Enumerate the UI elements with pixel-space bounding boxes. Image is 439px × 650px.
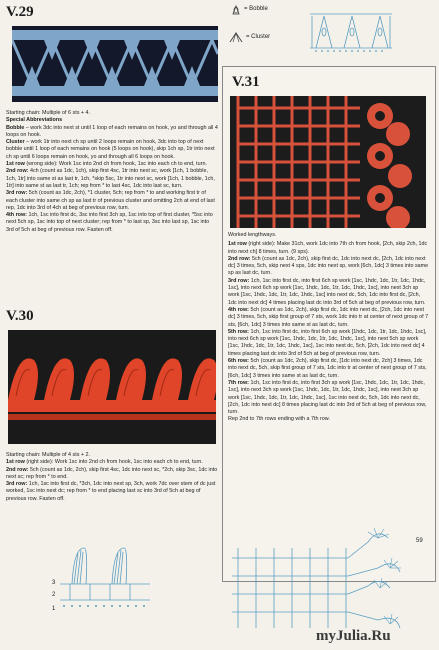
v29-row-2: 2nd row: 4ch (count as 1dc, 1ch), skip first 4sc, 1tr into next sc, work [1ch, 1 bobble, 1ch, 1tr] into same st as last tr, 1ch, *skip 5sc, 1tr into next sc, work [1ch, 1 bobble, 1ch, 1tr] into same st as last tr, 1ch; rep from * to last 4sc, 1dc into last sc, turn. bbox=[6, 168, 215, 189]
cluster-legend: = Cluster bbox=[246, 34, 271, 40]
v31-row-6: 6th row: 5ch (count as 1dc, 2ch), skip first dc, [1dc into next dc, 2ch] 3 times, 1dc into next dc, 5ch, skip first group of 7 sts, 1dc into tr at center of next group of 7 sts, [6ch, 1dc] 3 times into same st as last dc, turn. bbox=[228, 358, 427, 379]
v31-swatch-image bbox=[230, 96, 426, 228]
v30-chart-row2-label: 2 bbox=[52, 592, 56, 598]
v29-cluster-def: Cluster – work 1tr into next ch sp until 2 loops remain on hook, 3dc into top of next bobble until 1 loop of each remains on hook (5 loops on hook), skip 1ch sp, 1tr into next ch sp until 6 loops remain on hook, yo and through all 6 loops on hook. bbox=[6, 139, 215, 160]
v30-starting-chain: Starting chain: Multiple of 4 sts + 2. bbox=[6, 452, 91, 458]
v29-stitch-chart bbox=[306, 6, 396, 56]
v30-swatch-image bbox=[8, 330, 216, 444]
v29-row-1: 1st row (wrong side): Work 1sc into 2nd ch from hook, 1sc into each ch to end, turn. bbox=[6, 161, 207, 168]
v30-row-2: 2nd row: 5ch (count as 1dc, 2ch), skip first 4sc, 1dc into next sc, *2ch, skip 3sc, 1dc into next sc; rep from * to end. bbox=[6, 466, 218, 480]
v29-special-heading: Special Abbreviations bbox=[6, 117, 63, 124]
v31-row-4: 4th row: 5ch (count as 1dc, 2ch), skip first dc, 1dc into next dc, [2ch, 1dc into next dc] 3 times, 5ch, skip first group of 7 sts, work 1dc into tr at center of next group of 7 sts, [6ch, 1dc] 3 times into same st as last dc, turn. bbox=[228, 306, 429, 328]
v30-stitch-chart bbox=[50, 534, 160, 618]
v29-row-4: 4th row: 1ch, 1sc into first dc, 3sc into first 3ch sp, 1sc into top of first cluster, *5sc into next 5ch sp, 1sc into top of next cluster; rep from * to last sp, 3sc into last sp, 1sc into 3rd of 5ch at beg of previous row. Fasten off. bbox=[6, 212, 213, 233]
v29-bobble-def: Bobble – work 3dc into next st until 1 loop of each remains on hook, yo and through all 4 loops on hook. bbox=[6, 124, 218, 138]
cluster-icon bbox=[228, 30, 244, 44]
v31-row-1: 1st row (right side): Make 31ch, work 1dc into 7th ch from hook, [2ch, skip 2ch, 1dc into next ch] 8 times, turn. (9 sps). bbox=[228, 241, 428, 255]
v30-title: V.30 bbox=[6, 308, 34, 324]
bobble-legend: = Bobble bbox=[244, 6, 268, 12]
v29-starting-chain: Starting chain: Multiple of 6 sts + 4. bbox=[6, 110, 91, 116]
v31-intro: Worked lengthways. bbox=[228, 232, 277, 238]
v31-stitch-chart bbox=[228, 528, 428, 636]
v30-chart-row1-label: 1 bbox=[52, 606, 56, 612]
v30-row-3: 3rd row: 1ch, 1sc into first dc, *3ch, 1dc into next sp, 3ch, work 7dc over stem of dc just worked, 1sc into next dc; rep from * to end placing last sc into 3rd of 5ch at beg of previous row. Fasten off. bbox=[6, 481, 216, 502]
v29-row-3: 3rd row: 5ch (count as 1dc, 2ch), *1 cluster, 5ch; rep from * to and working first tr of each cluster into same ch sp as last tr of previous cluster and omitting 2ch at end of last rep, 1dc into 3rd of 4ch at beg of previous row, turn. bbox=[6, 190, 215, 211]
v29-swatch-image bbox=[12, 26, 218, 102]
bobble-icon bbox=[230, 4, 242, 16]
page-number: 59 bbox=[416, 538, 423, 544]
v29-title: V.29 bbox=[6, 4, 34, 20]
v30-row-1: 1st row (right side): Work 1sc into 2nd ch from hook, 1sc into each ch to end, turn. bbox=[6, 459, 203, 466]
v31-title: V.31 bbox=[232, 74, 260, 90]
v31-repeat: Rep 2nd to 7th rows ending with a 7th row. bbox=[228, 416, 330, 423]
watermark: myJulia.Ru bbox=[316, 628, 391, 644]
v31-row-2: 2nd row: 5ch (count as 1dc, 2ch), skip first dc, 1dc into next dc, [2ch, 1dc into next dc] 3 times, 5ch, skip next 4 sps, 1dc into next sp, work [6ch, 1dc] 3 times into same sp as last dc, turn. bbox=[228, 255, 429, 277]
v31-row-7: 7th row: 1ch, 1sc into first dc, into first 3ch sp work [1sc, 1hdc, 1dc, 1tr, 1dc, 1hdc, 1sc], into next 3ch sp work [1sc, 1hdc, 1dc, 1tr, 1dc, 1hdc, 1sc], into next 3ch sp work [1sc, 1hdc, 1dc, 1tr, 1dc, 1hdc, 1sc], 1sc into next dc, 5ch, 1dc into next dc, [2ch, 1dc into next dc] 8 times placing last dc into 3rd of 5ch at beg of previous row, turn. bbox=[228, 379, 427, 416]
v31-row-5: 5th row: 1ch, 1sc into first dc, into first 6ch sp work [1hdc, 1dc, 1tr, 1dc, 1hdc, 1sc], into next 6ch sp work [1sc, 1hdc, 1dc, 1tr, 1dc, 1hdc, 1sc], into next 5ch sp work [1sc, 1hdc, 1dc, 1tr, 1dc, 1hdc, 1sc], 1sc into next dc, 5ch, [2ch, 1dc into next dc] 4 times placing last dc into 3rd of 5ch at beg of previous row, turn. bbox=[228, 328, 427, 357]
v31-row-3: 3rd row: 1ch, 1sc into first dc, into first 6ch sp work [1sc, 1hdc, 1dc, 1tr, 1dc, 1hdc, 1sc], into next 6ch sp work [1sc, 1hdc, 1dc, 1tr, 1dc, 1hdc, 1sc], into next 3ch sp work [1sc, 1hdc, 1dc, 1tr, 1dc, 1hdc, 1sc] into next dc, 5ch, 1dc into first dc, [2ch, 1dc into next dc] 4 times placing last dc into 3rd of 5ch at beg of previous row, turn. bbox=[228, 277, 426, 306]
v30-chart-row3-label: 3 bbox=[52, 580, 56, 586]
